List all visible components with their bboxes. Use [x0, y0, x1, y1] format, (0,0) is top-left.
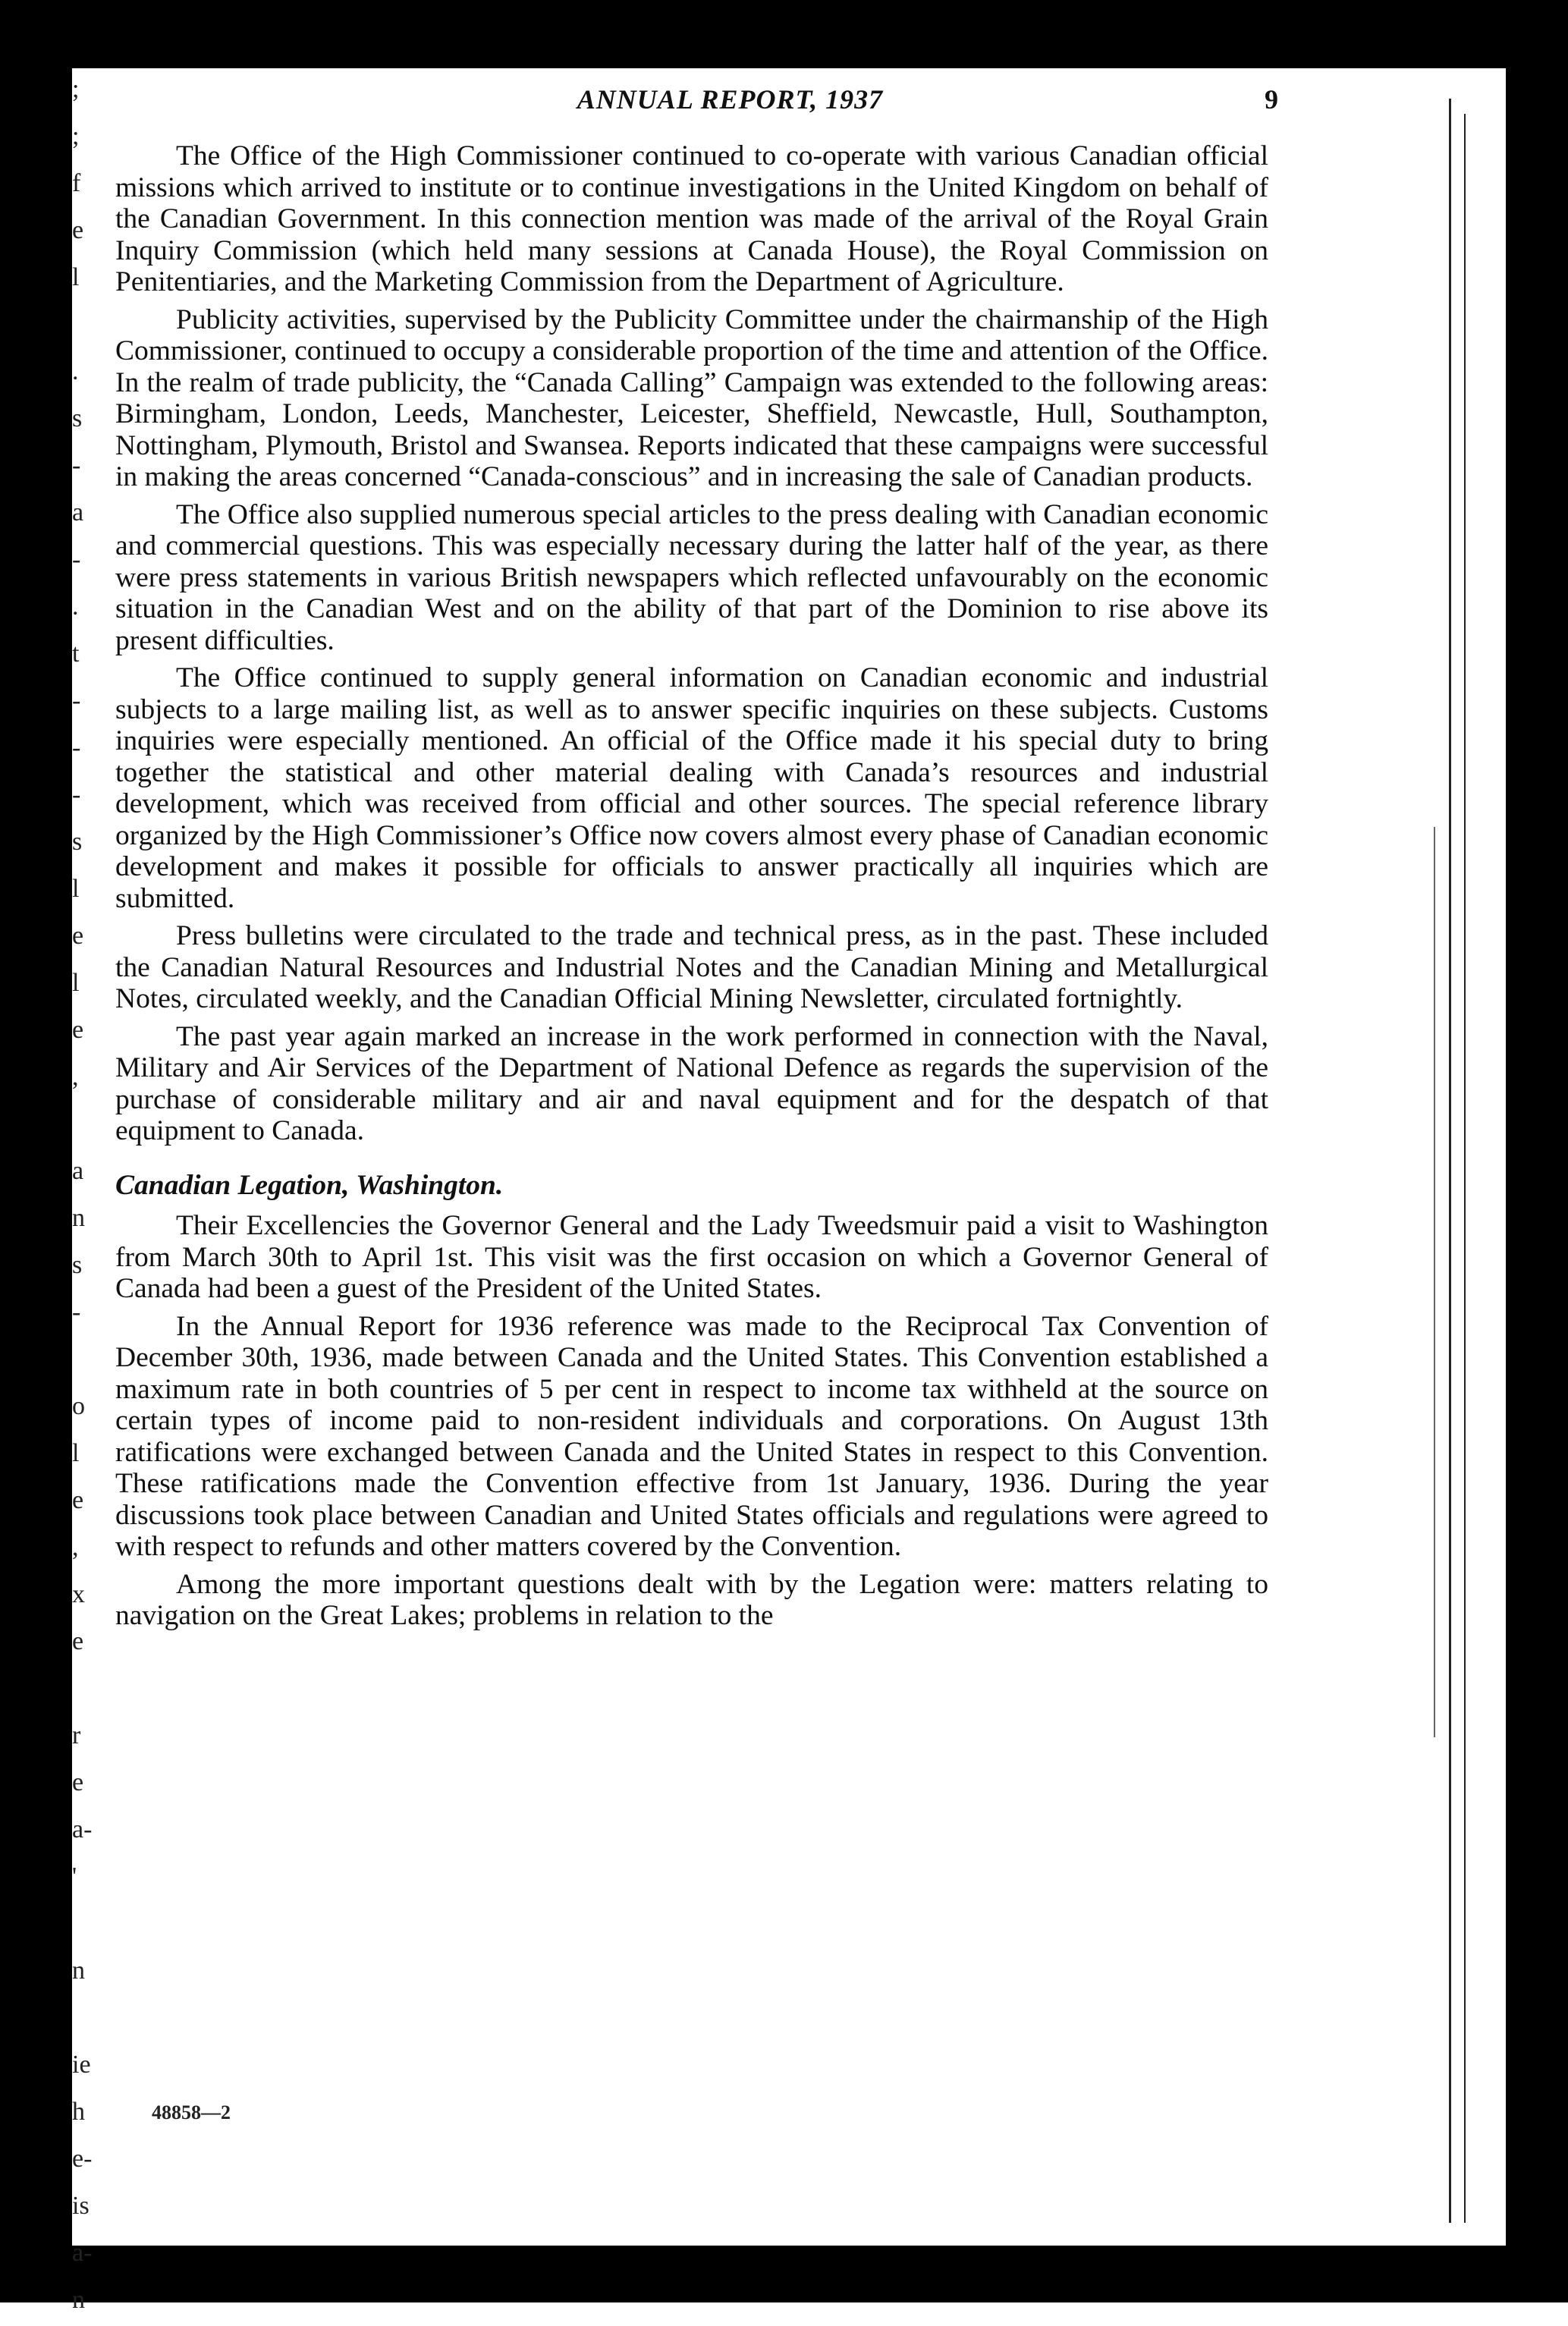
bleed-char: e: [72, 1768, 84, 1796]
paragraph: The past year again marked an increase in the work performed in connection with the Naval, Military and Air Services of the Department of National Defence as regards the supervision of the purchase of considerable military and air and naval equipment and for the despatch of that equipment to Canada.: [115, 1020, 1268, 1146]
bleed-char: ;: [72, 75, 80, 103]
bleed-char: t: [72, 640, 80, 668]
bleed-char: x: [72, 1580, 85, 1608]
bleed-char: is: [72, 2192, 90, 2220]
bleed-char: a-: [72, 1815, 93, 1844]
page-number: 9: [1265, 84, 1278, 115]
bleed-char: -: [72, 545, 81, 574]
bleed-char: f: [72, 169, 81, 197]
bleed-char: [72, 1667, 90, 1715]
bleed-char: e: [72, 1016, 84, 1044]
bleed-char: .: [72, 357, 79, 385]
bleed-char: n: [72, 1204, 85, 1232]
bleed-char: e-: [72, 2145, 93, 2173]
running-header: [182, 83, 1278, 129]
bleed-char: [72, 303, 90, 350]
bleed-char: ': [72, 1862, 77, 1891]
paragraph: In the Annual Report for 1936 reference was made to the Reciprocal Tax Convention of December 30th, 1936, made between Canada and the United States. This Convention established a maximum rate in both countries of 5 per cent in respect to income tax withheld at the source on certain types of income paid to non-resident individuals and corporations. On August 13th ratifications were exchanged between Canada and the United States in respect to this Convention. These ratifications made the Convention effective from 1st January, 1936. During the year discussions took place between Canadian and United States officials and regulations were agreed to with respect to refunds and other matters covered by the Convention.: [115, 1310, 1268, 1562]
bleed-char: o: [72, 1392, 85, 1420]
paragraph: The Office also supplied numerous special articles to the press dealing with Canadian economic and commercial questions. This was especially necessary during the latter half of the year, as there were press statements in various British newspapers which reflected unfavourably on the economic situation in the Canadian West and on the ability of that part of the Dominion to rise above its present difficulties.: [115, 498, 1268, 656]
scan-border-top: [0, 0, 1568, 68]
bleed-char: r: [72, 1721, 81, 1749]
page-edge-rule-inner: [1464, 114, 1466, 2223]
scan-border-left: [0, 0, 72, 2302]
section-heading: Canadian Legation, Washington.: [115, 1169, 504, 1201]
bleed-char: -: [72, 451, 81, 479]
bleed-char: e: [72, 1486, 84, 1514]
paragraph: Their Excellencies the Governor General and the Lady Tweedsmuir paid a visit to Washington from March 30th to April 1st. This visit was the first occasion on which a Governor General of Canada had been a guest of the President of the United States.: [115, 1210, 1268, 1304]
page-edge-shadow: [1434, 827, 1435, 1737]
bleed-char: s: [72, 828, 83, 856]
paragraph: Among the more important questions dealt with by the Legation were: matters relating to navigation on the Great Lakes; problems in relation to the: [115, 1568, 1268, 1631]
bleed-char: a-: [72, 2239, 93, 2267]
page-title: ANNUAL REPORT, 1937: [577, 84, 884, 115]
bleed-char: l: [72, 969, 80, 997]
paragraph: Press bulletins were circulated to the trade and technical press, as in the past. These included the Canadian Natural Resources and Industrial Notes and the Canadian Mining and Metallurgical Notes, circulated weekly, and the Canadian Official Mining Newsletter, circulated fortnightly.: [115, 920, 1268, 1014]
scan-border-right: [1506, 0, 1568, 2302]
bleed-char: a: [72, 1157, 84, 1185]
paragraph: The Office continued to supply general information on Canadian economic and industrial subjects to a large mailing list, as well as to answer specific inquiries on these subjects. Customs inquiries were especially mentioned. An official of the Office made it his special duty to bring together the statistical and other material dealing with Canada’s resources and industrial development, which was received from official and other sources. The special reference library organized by the High Commissioner’s Office now covers almost every phase of Canadian economic development and makes it possible for officials to answer practically all inquiries which are submitted.: [115, 662, 1268, 914]
bleed-char: e: [72, 1627, 84, 1655]
bleed-char: a: [72, 498, 84, 526]
bleed-char: -: [72, 781, 81, 809]
bleed-char: n: [72, 1957, 85, 1985]
scan-border-bottom: [0, 2246, 1568, 2302]
bleed-char: l: [72, 1439, 80, 1467]
page-edge-rule: [1449, 99, 1451, 2223]
facing-page-bleed-text: [72, 68, 93, 2326]
bleed-char: h: [72, 2098, 85, 2126]
bleed-char: [72, 1103, 90, 1150]
bleed-char: -: [72, 687, 81, 715]
bleed-char: s: [72, 404, 83, 432]
bleed-char: [72, 1338, 90, 1385]
bleed-char: ,: [72, 1063, 79, 1091]
bleed-char: ie: [72, 2051, 91, 2079]
bleed-char: s: [72, 1251, 83, 1279]
bleed-char: l: [72, 263, 80, 291]
bleed-char: -: [72, 734, 81, 762]
bleed-char: [72, 1997, 90, 2044]
bleed-char: ,: [72, 1533, 79, 1561]
bleed-char: ;: [72, 122, 80, 150]
paragraph: Publicity activities, supervised by the Publicity Committee under the chairmanship of the High Commissioner, continued to occupy a considerable proportion of the time and attention of the Office. In the realm of trade publicity, the “Canada Calling” Campaign was extended to the following areas: Birmingham, London, Leeds, Manchester, Leicester, Sheffield, Newcastle, Hull, Southampton, Nottingham, Plymouth, Bristol and Swansea. Reports indicated that these campaigns were successful in making the areas concerned “Canada-conscious” and in increasing the sale of Canadian products.: [115, 303, 1268, 492]
bleed-char: -: [72, 1298, 81, 1326]
bleed-char: e: [72, 922, 84, 950]
bleed-char: [72, 1903, 90, 1950]
bleed-char: .: [72, 593, 79, 621]
print-code: 48858—2: [152, 2101, 231, 2123]
body-text: [115, 140, 1268, 1638]
paragraph: The Office of the High Commissioner continued to co-operate with various Canadian official missions which arrived to institute or to continue investigations in the United Kingdom on behalf of the Canadian Government. In this connection mention was made of the arrival of the Royal Grain Inquiry Commission (which held many sessions at Canada House), the Royal Commission on Penitentiaries, and the Marketing Commission from the Department of Agriculture.: [115, 140, 1268, 297]
bleed-char: l: [72, 875, 80, 903]
bleed-char: n: [72, 2286, 85, 2314]
bleed-char: e: [72, 216, 84, 244]
